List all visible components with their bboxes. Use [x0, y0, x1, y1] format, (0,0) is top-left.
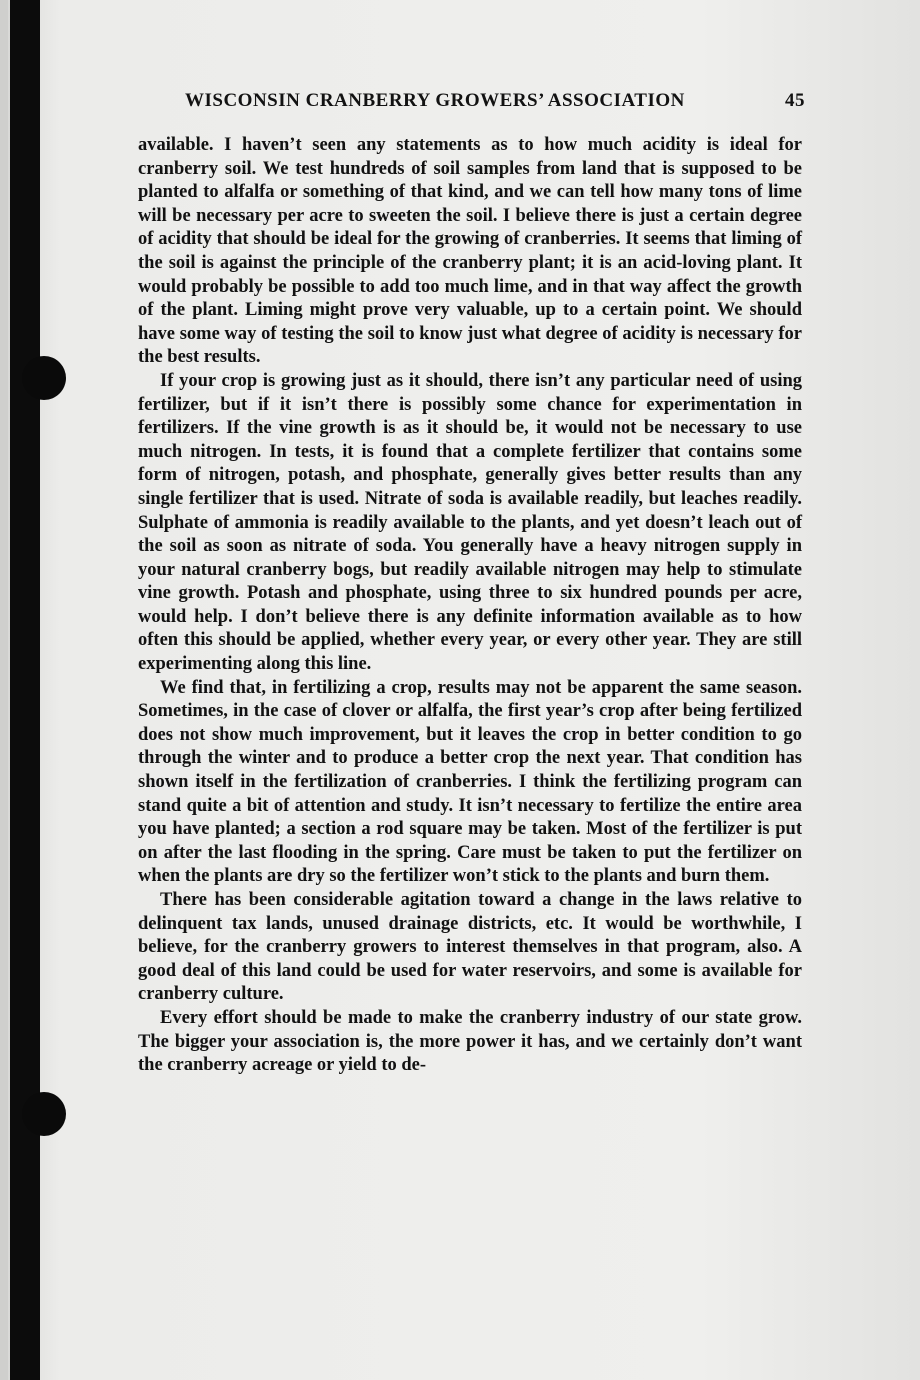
page-number: 45	[785, 90, 805, 111]
paragraph-industry-growth: Every effort should be made to make the cranberry industry of our state grow. The bigger your association is, the more power it has, and we certainly don’t want the cranberry acreage or yield to de-	[138, 1007, 802, 1076]
paragraph-tax-lands: There has been considerable agitation toward a change in the laws relative to delinquent tax lands, unused drainage districts, etc. It would be worthwhile, I believe, for the cranberry growers to interest themselves in that program, also. A good deal of this land could be used for water reservoirs, and some is available for cranberry culture.	[138, 890, 802, 1005]
paragraph-fertilizer: If your crop is growing just as it should, there isn’t any particular need of using fertilizer, but if it isn’t there is possibly some chance for experimentation in fertilizers. If the vine growth is as it should be, it would not be necessary to use much nitrogen. In tests, it is found that a complete fertilizer that contains some form of nitrogen, potash, and phosphate, generally gives better results than any single fertilizer that is used. Nitrate of soda is available readily, but leaches readily. Sulphate of ammonia is readily available to the plants, and yet doesn’t leach out of the soil as soon as nitrate of soda. You generally have a heavy nitrogen supply in your natural cranberry bogs, but readily available nitrogen may help to stimulate vine growth. Potash and phosphate, using three to six hundred pounds per acre, would help. I don’t believe there is any definite information available as to how often this should be applied, whether every year, or every other year. They are still experimenting along this line.	[138, 370, 802, 675]
binding-edge	[0, 0, 8, 1380]
body-text	[138, 134, 802, 1078]
header-title: WISCONSIN CRANBERRY GROWERS’ ASSOCIATION	[185, 90, 685, 111]
running-header	[185, 90, 805, 112]
binding-shadow	[10, 0, 40, 1380]
punch-hole-lower	[22, 1092, 66, 1136]
paragraph-acidity: available. I haven’t seen any statements as to how much acidity is ideal for cranberry soil. We test hundreds of soil samples from land that is supposed to be planted to alfalfa or something of that kind, and we can tell how many tons of lime will be necessary per acre to sweeten the soil. I believe there is just a certain degree of acidity that should be ideal for the growing of cranberries. It seems that liming of the soil is against the principle of the cranberry plant; it is an acid-loving plant. It would probably be possible to add too much lime, and in that way affect the growth of the plant. Liming might prove very valuable, up to a certain point. We should have some way of testing the soil to know just what degree of acidity is necessary for the best results.	[138, 135, 802, 368]
paragraph-fertilizing-results: We find that, in fertilizing a crop, results may not be apparent the same season. Sometimes, in the case of clover or alfalfa, the first year’s crop after being fertilized does not show much improvement, but it leaves the crop in better condition to go through the winter and to produce a better crop the next year. That condition has shown itself in the fertilization of cranberries. I think the fertilizing program can stand quite a bit of attention and study. It isn’t necessary to fertilize the entire area you have planted; a section a rod square may be taken. Most of the fertilizer is put on after the last flooding in the spring. Care must be taken to put the fertilizer on when the plants are dry so the fertilizer won’t stick to the plants and burn them.	[138, 677, 802, 887]
punch-hole-upper	[22, 356, 66, 400]
